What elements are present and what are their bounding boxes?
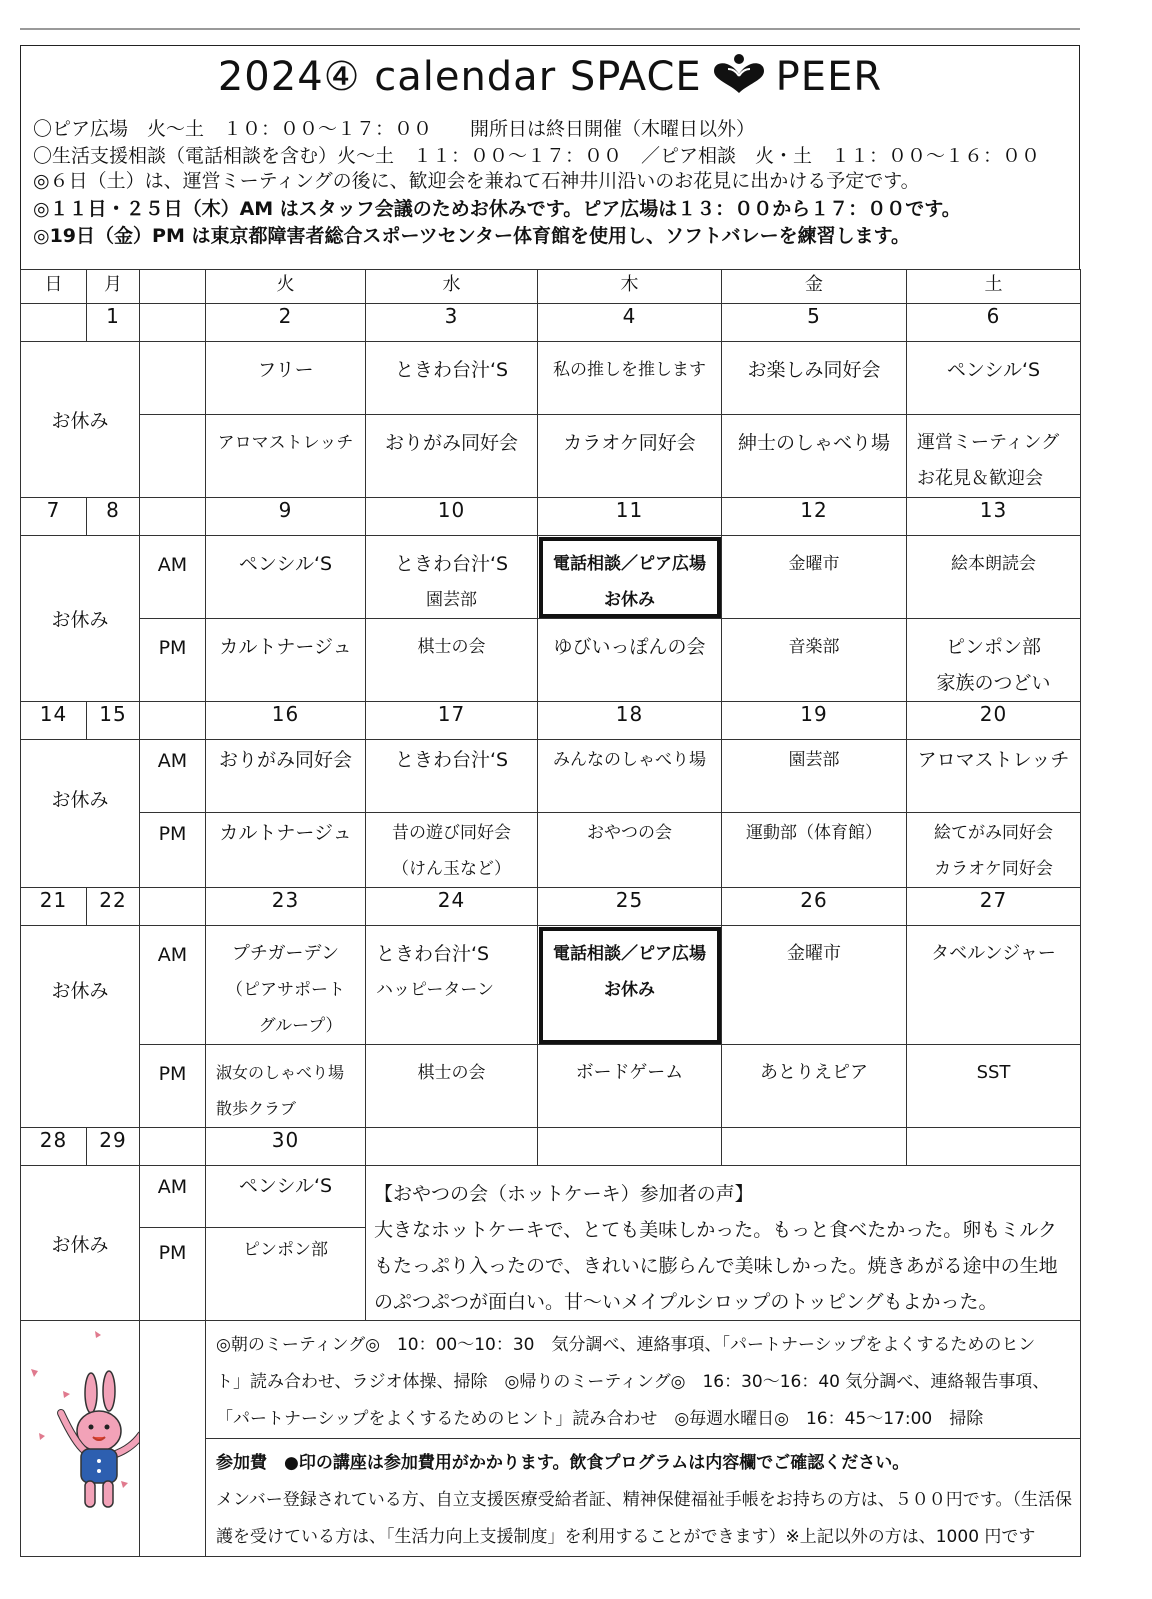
weekday-fri: 金 bbox=[722, 270, 907, 304]
date-cell: 26 bbox=[722, 888, 907, 926]
date-cell: 3 bbox=[366, 304, 538, 342]
notes-row-meetings bbox=[21, 1321, 1081, 1439]
event-cell: おりがみ同好会 bbox=[206, 740, 366, 813]
date-cell: 28 bbox=[21, 1128, 87, 1166]
event-cell: みんなのしゃべり場 bbox=[538, 740, 722, 813]
weekday-tue: 火 bbox=[206, 270, 366, 304]
weekday-mon: 月 bbox=[87, 270, 140, 304]
ampm-cell-empty bbox=[140, 415, 206, 498]
closed-cell: お休み bbox=[21, 740, 140, 888]
voice-line: のぷつぷつが面白い。甘～いメイプルシロップのトッピングもよかった。 bbox=[374, 1291, 998, 1313]
date-cell: 27 bbox=[907, 888, 1081, 926]
weekday-sat: 土 bbox=[907, 270, 1081, 304]
date-cell-empty bbox=[538, 1128, 722, 1166]
week1-row1 bbox=[21, 342, 1081, 415]
date-cell: 4 bbox=[538, 304, 722, 342]
date-cell: 13 bbox=[907, 498, 1081, 536]
notes-fees bbox=[206, 1439, 1081, 1557]
week4-pm-row bbox=[21, 1045, 1081, 1128]
voice-heading: 【おやつの会（ホットケーキ）参加者の声】 bbox=[374, 1183, 754, 1205]
notes-meetings bbox=[206, 1321, 1081, 1439]
date-cell: 15 bbox=[87, 702, 140, 740]
date-cell-empty bbox=[140, 498, 206, 536]
title-peer: PEER bbox=[775, 54, 883, 100]
event-cell: 紳士のしゃべり場 bbox=[722, 415, 907, 498]
calendar-table bbox=[20, 269, 1081, 1557]
title-text: 2024④ calendar SPACE bbox=[217, 54, 702, 100]
date-cell: 12 bbox=[722, 498, 907, 536]
date-cell: 23 bbox=[206, 888, 366, 926]
note-line: 参加費 ●印の講座は参加費用がかかります。飲食プログラムは内容欄でご確認ください。 bbox=[216, 1453, 910, 1473]
event-cell: タベルンジャー bbox=[907, 926, 1081, 1045]
date-cell: 25 bbox=[538, 888, 722, 926]
event-cell bbox=[907, 813, 1081, 888]
date-cell: 22 bbox=[87, 888, 140, 926]
event-line: ときわ台汁‘S bbox=[394, 553, 509, 575]
rabbit-illustration-cell bbox=[21, 1321, 140, 1557]
week1-row2 bbox=[21, 415, 1081, 498]
date-cell-empty bbox=[140, 888, 206, 926]
date-cell-empty bbox=[722, 1128, 907, 1166]
date-cell-empty bbox=[140, 304, 206, 342]
event-cell: ときわ台汁‘S bbox=[366, 740, 538, 813]
event-cell: おりがみ同好会 bbox=[366, 415, 538, 498]
info-line-volleyball: ◎19日（金）PM は東京都障害者総合スポーツセンター体育館を使用し、ソフトバレーを練習します。 bbox=[33, 225, 911, 247]
event-cell: カラオケ同好会 bbox=[538, 415, 722, 498]
weekday-wed: 水 bbox=[366, 270, 538, 304]
ampm-column-header bbox=[140, 270, 206, 304]
closed-cell: お休み bbox=[21, 926, 140, 1128]
event-line: 昔の遊び同好会 bbox=[392, 823, 511, 843]
week2-am-row bbox=[21, 536, 1081, 619]
date-cell: 8 bbox=[87, 498, 140, 536]
week3-date-row bbox=[21, 702, 1081, 740]
event-cell: アロマストレッチ bbox=[907, 740, 1081, 813]
event-line: ときわ台汁‘S bbox=[376, 943, 490, 965]
event-cell-closed-notice bbox=[538, 926, 722, 1045]
date-cell: 18 bbox=[538, 702, 722, 740]
week4-am-row bbox=[21, 926, 1081, 1045]
ampm-cell-empty bbox=[140, 342, 206, 415]
event-line: プチガーデン bbox=[231, 943, 340, 964]
am-label: AM bbox=[140, 926, 206, 1045]
date-cell: 30 bbox=[206, 1128, 366, 1166]
pm-label: PM bbox=[140, 619, 206, 702]
am-label: AM bbox=[140, 536, 206, 619]
event-line: 散歩クラブ bbox=[216, 1099, 297, 1118]
event-cell bbox=[206, 1045, 366, 1128]
event-line: 電話相談／ピア広場 bbox=[553, 944, 706, 964]
week4-date-row bbox=[21, 888, 1081, 926]
event-line: 淑女のしゃべり場 bbox=[216, 1063, 345, 1082]
event-cell: ペンシル‘S bbox=[206, 1166, 366, 1228]
info-line-hours: 〇ピア広場 火～土 １０：００～１７：００ 開所日は終日開催（木曜日以外） bbox=[33, 118, 756, 140]
event-line: （ピアサポート bbox=[226, 980, 345, 1000]
closed-cell: お休み bbox=[21, 1166, 140, 1321]
event-cell: 金曜市 bbox=[722, 926, 907, 1045]
week1-date-row bbox=[21, 304, 1081, 342]
event-cell: 園芸部 bbox=[722, 740, 907, 813]
date-cell: 20 bbox=[907, 702, 1081, 740]
pm-label: PM bbox=[140, 813, 206, 888]
event-line: ピンポン部 bbox=[945, 636, 1041, 658]
date-cell: 14 bbox=[21, 702, 87, 740]
event-cell bbox=[206, 926, 366, 1045]
calendar-header bbox=[20, 45, 1080, 269]
event-line: 絵てがみ同好会 bbox=[934, 823, 1053, 843]
event-cell: カルトナージュ bbox=[206, 619, 366, 702]
voice-line: 大きなホットケーキで、とても美味しかった。もっと食べたかった。卵もミルク bbox=[374, 1219, 1057, 1241]
date-cell-empty bbox=[140, 1128, 206, 1166]
event-cell: 絵本朗読会 bbox=[907, 536, 1081, 619]
event-cell: 棋士の会 bbox=[366, 1045, 538, 1128]
info-line-staff-meeting: ◎１１日・２５日（木）AM はスタッフ会議のためお休みです。ピア広場は１３：００から１７：００です。 bbox=[33, 198, 961, 220]
date-cell: 17 bbox=[366, 702, 538, 740]
event-cell: カルトナージュ bbox=[206, 813, 366, 888]
event-cell: 金曜市 bbox=[722, 536, 907, 619]
date-cell: 1 bbox=[87, 304, 140, 342]
am-label: AM bbox=[140, 1166, 206, 1228]
pm-label: PM bbox=[140, 1227, 206, 1320]
date-cell-empty bbox=[366, 1128, 538, 1166]
event-cell: あとりえピア bbox=[722, 1045, 907, 1128]
am-label: AM bbox=[140, 740, 206, 813]
event-cell: ゆびいっぽんの会 bbox=[538, 619, 722, 702]
event-line: カラオケ同好会 bbox=[934, 859, 1053, 879]
info-line-support: 〇生活支援相談（電話相談を含む）火～土 １１：００～１７：００ ／ピア相談 火・土 １１：００～１６：００ bbox=[33, 145, 1041, 167]
event-cell: フリー bbox=[206, 342, 366, 415]
event-cell bbox=[366, 926, 538, 1045]
info-line-hanami: ◎６日（土）は、運営ミーティングの後に、歓迎会を兼ねて石神井川沿いのお花見に出かける予定です。 bbox=[33, 170, 920, 192]
event-line: 電話相談／ピア広場 bbox=[553, 554, 706, 574]
week2-date-row bbox=[21, 498, 1081, 536]
date-cell: 21 bbox=[21, 888, 87, 926]
event-cell: お楽しみ同好会 bbox=[722, 342, 907, 415]
date-cell-empty bbox=[907, 1128, 1081, 1166]
event-line: （けん玉など） bbox=[392, 859, 511, 879]
date-cell: 16 bbox=[206, 702, 366, 740]
event-cell bbox=[907, 619, 1081, 702]
top-divider bbox=[20, 28, 1080, 30]
week2-pm-row bbox=[21, 619, 1081, 702]
closed-cell: お休み bbox=[21, 342, 140, 498]
event-cell: ピンポン部 bbox=[206, 1227, 366, 1320]
event-cell bbox=[366, 536, 538, 619]
event-line: グループ） bbox=[258, 1016, 343, 1036]
event-cell: ボードゲーム bbox=[538, 1045, 722, 1128]
closed-cell: お休み bbox=[21, 536, 140, 702]
date-cell: 9 bbox=[206, 498, 366, 536]
event-cell bbox=[907, 415, 1081, 498]
note-line: 「パートナーシップをよくするためのヒント」読み合わせ ◎毎週水曜日◎ 16：45～17:00 掃除 bbox=[216, 1409, 984, 1429]
page-title bbox=[21, 54, 1079, 100]
week3-am-row bbox=[21, 740, 1081, 813]
event-cell: アロマストレッチ bbox=[206, 415, 366, 498]
notes-spacer-cell bbox=[140, 1321, 206, 1557]
event-cell: 音楽部 bbox=[722, 619, 907, 702]
event-cell-closed-notice bbox=[538, 536, 722, 619]
event-cell: 私の推しを推します bbox=[538, 342, 722, 415]
date-cell: 2 bbox=[206, 304, 366, 342]
event-line: ハッピーターン bbox=[376, 980, 494, 1000]
event-cell: おやつの会 bbox=[538, 813, 722, 888]
weekday-sun: 日 bbox=[21, 270, 87, 304]
note-line: 護を受けている方は、「生活力向上支援制度」を利用することができます）※上記以外の方は、1000 円です bbox=[216, 1527, 1036, 1547]
weekday-header-row bbox=[21, 270, 1081, 304]
pm-label: PM bbox=[140, 1045, 206, 1128]
event-cell: ペンシル‘S bbox=[206, 536, 366, 619]
weekday-thu: 木 bbox=[538, 270, 722, 304]
date-cell: 7 bbox=[21, 498, 87, 536]
date-cell: 10 bbox=[366, 498, 538, 536]
date-cell-empty bbox=[140, 702, 206, 740]
event-line: お花見＆歓迎会 bbox=[917, 468, 1043, 489]
date-cell: 24 bbox=[366, 888, 538, 926]
voice-comment-box bbox=[366, 1166, 1081, 1321]
week5-date-row bbox=[21, 1128, 1081, 1166]
note-line: ト」読み合わせ、ラジオ体操、掃除 ◎帰りのミーティング◎ 16：30～16：40 気分調べ、連絡報告事項、 bbox=[216, 1372, 1050, 1392]
date-cell: 11 bbox=[538, 498, 722, 536]
event-cell: ペンシル‘S bbox=[907, 342, 1081, 415]
event-cell: 運動部（体育館） bbox=[722, 813, 907, 888]
event-cell: SST bbox=[907, 1045, 1081, 1128]
event-cell: 棋士の会 bbox=[366, 619, 538, 702]
event-cell bbox=[366, 813, 538, 888]
week3-pm-row bbox=[21, 813, 1081, 888]
date-cell: 6 bbox=[907, 304, 1081, 342]
event-line: 園芸部 bbox=[426, 590, 477, 610]
space-peer-logo-icon bbox=[712, 54, 766, 94]
date-cell: 5 bbox=[722, 304, 907, 342]
date-cell: 29 bbox=[87, 1128, 140, 1166]
calendar-sheet bbox=[20, 45, 1080, 1557]
rabbit-icon bbox=[21, 1321, 139, 1547]
event-line: お休み bbox=[604, 980, 655, 1000]
event-line: 運営ミーティング bbox=[917, 432, 1060, 453]
event-line: 家族のつどい bbox=[936, 672, 1051, 694]
week5-am-row bbox=[21, 1166, 1081, 1228]
note-line: ◎朝のミーティング◎ 10：00～10：30 気分調べ、連絡事項、「パートナーシップをよくするためのヒン bbox=[216, 1335, 1036, 1355]
date-cell-empty bbox=[21, 304, 87, 342]
note-line: メンバー登録されている方、自立支援医療受給者証、精神保健福祉手帳をお持ちの方は、５００円です。（生活保 bbox=[216, 1490, 1072, 1510]
event-line: お休み bbox=[604, 590, 655, 610]
date-cell: 19 bbox=[722, 702, 907, 740]
event-cell: ときわ台汁‘S bbox=[366, 342, 538, 415]
voice-line: もたっぷり入ったので、きれいに膨らんで美味しかった。焼きあがる途中の生地 bbox=[374, 1255, 1058, 1277]
